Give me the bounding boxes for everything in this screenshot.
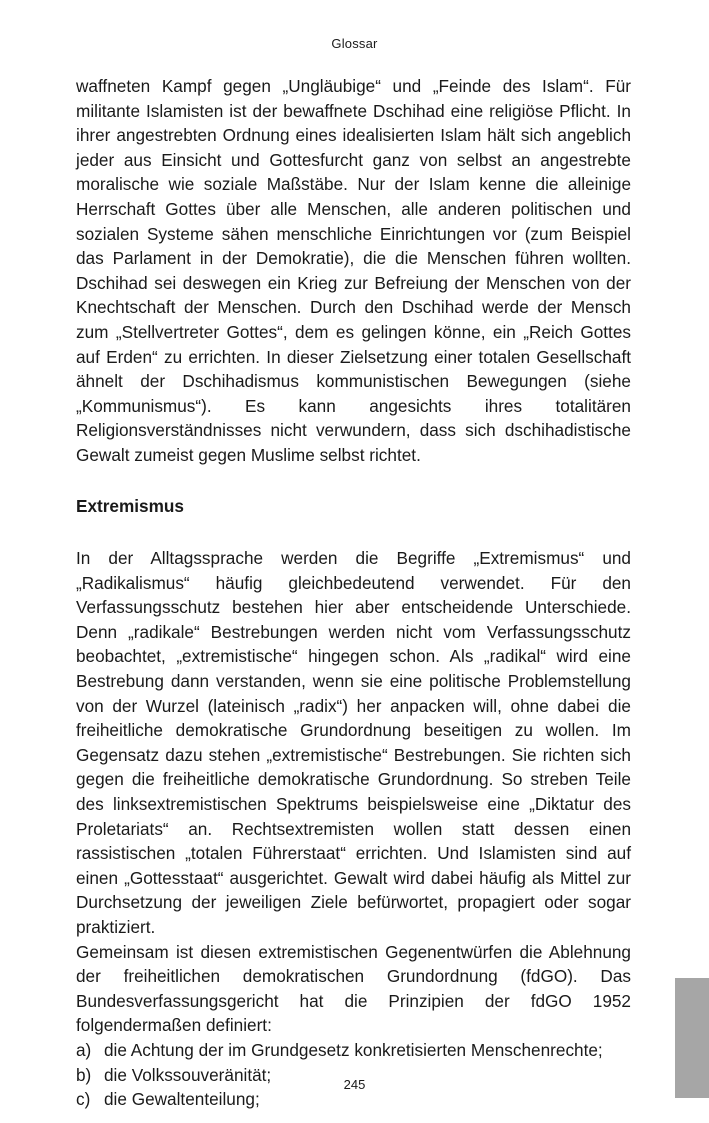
- list-item-text: die Gewaltenteilung;: [104, 1089, 260, 1110]
- list-item-marker: a): [76, 1039, 92, 1060]
- running-head: Glossar: [331, 36, 378, 51]
- thumb-index-tab: [675, 978, 709, 1098]
- list-item-text: die Volkssouveränität;: [104, 1064, 272, 1085]
- paragraph-dschihad-continuation: waffneten Kampf gegen „Ungläubige“ und „Feinde des Islam“. Für militante Islamisten ist der bewaffnete Dschihad eine religiöse Pflicht. In ihrer angestrebten Ordnung eines idealisierten Islam hält sich angeblich jeder aus Einsicht und Gottesfurcht ganz von selbst an angestrebte moralische wie soziale Maßstäbe. Nur der Islam kenne die alleinige Herrschaft Gottes über alle Menschen, alle anderen politischen und sozialen Systeme sähen menschliche Einrichtungen vor (zum Beispiel das Parlament in der Demokratie), die die Menschen führen wollten. Dschihad sei deswegen ein Krieg zur Befreiung der Menschen von der Knechtschaft der Menschen. Durch den Dschihad werde der Mensch zum „Stellvertreter Gottes“, dem es gelingen könne, ein „Reich Gottes auf Erden“ zu errichten. In dieser Zielsetzung einer totalen Gesellschaft ähnelt der Dschihadismus kommunistischen Bewegungen (siehe „Kommunismus“). Es kann angesichts ihres totalitären Religionsverständnisses nicht verwundern, dass sich dschihadistische Gewalt zumeist gegen Muslime selbst richtet.: [76, 76, 631, 465]
- page-number: 245: [343, 1077, 366, 1092]
- paragraph-fdgo-intro: Gemeinsam ist diesen extremistischen Gegenentwürfen die Ablehnung der freiheitlichen demokratischen Grundordnung (fdGO). Das Bundesverfassungsgericht hat die Prinzipien der fdGO 1952 folgendermaßen definiert:: [76, 941, 631, 1036]
- page-body: [76, 74, 631, 1112]
- list-item-text: die Achtung der im Grundgesetz konkretisierten Menschenrechte;: [104, 1039, 603, 1060]
- fdgo-principles-list: [76, 1038, 631, 1112]
- list-item-marker: c): [76, 1089, 91, 1110]
- list-item-marker: b): [76, 1064, 92, 1085]
- paragraph-extremismus-definition: In der Alltagssprache werden die Begriffe „Extremismus“ und „Radikalismus“ häufig gleichbedeutend verwendet. Für den Verfassungsschutz bestehen hier aber entscheidende Unterschiede. Denn „radikale“ Bestrebungen werden nicht vom Verfassungsschutz beobachtet, „extremistische“ hingegen schon. Als „radikal“ wird eine Bestrebung dann verstanden, wenn sie eine politische Problemstellung von der Wurzel (lateinisch „radix“) her anpacken will, ohne dabei die freiheitliche demokratische Grundordnung beseitigen zu wollen. Im Gegensatz dazu stehen „extremistische“ Bestrebungen. Sie richten sich gegen die freiheitliche demokratische Grundordnung. So streben Teile des linksextremistischen Spektrums beispielsweise eine „Diktatur des Proletariats“ an. Rechtsextremisten wollen statt dessen einen rassistischen „totalen Führerstaat“ errichten. Und Islamisten sind auf einen „Gottesstaat“ ausgerichtet. Gewalt wird dabei häufig als Mittel zur Durchsetzung der jeweiligen Ziele befürwortet, propagiert oder sogar praktiziert.: [76, 548, 631, 937]
- list-item: [76, 1038, 631, 1063]
- section-heading-extremismus: Extremismus: [76, 495, 184, 516]
